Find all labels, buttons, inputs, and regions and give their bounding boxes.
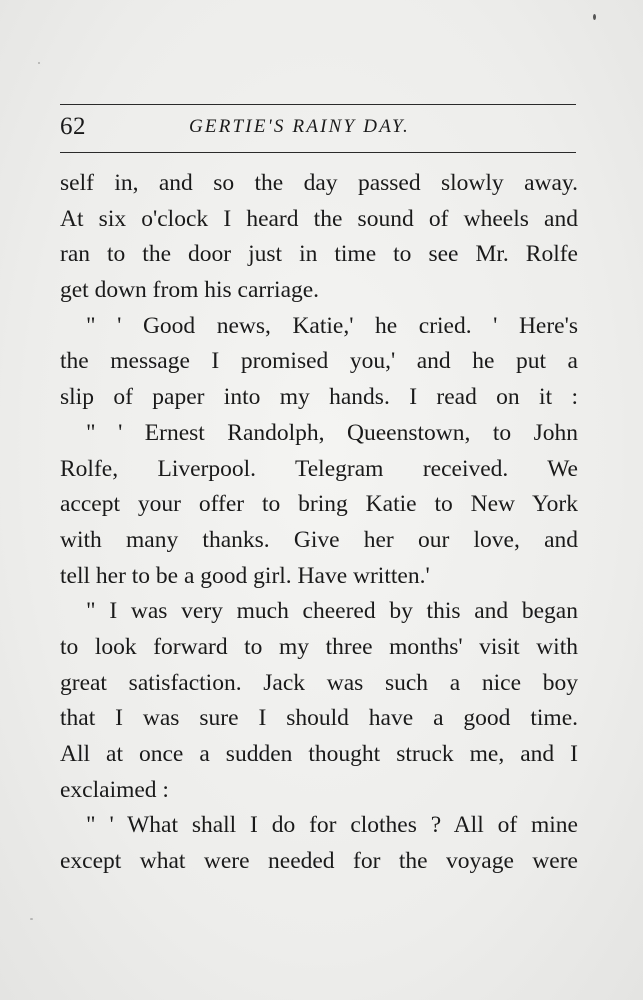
text-line: to look forward to my three months' visit with — [60, 633, 578, 660]
text-line: accept your offer to bring Katie to New York — [60, 491, 578, 518]
text-line: " ' Ernest Randolph, Queenstown, to John — [86, 419, 578, 446]
text-line: " I was very much cheered by this and began — [86, 598, 578, 625]
paper-speck — [30, 918, 33, 920]
running-title: GERTIE'S RAINY DAY. — [189, 116, 410, 137]
text-line: with many thanks. Give her our love, and — [60, 526, 578, 553]
header-bottom-rule — [60, 152, 576, 153]
text-line: ran to the door just in time to see Mr. Rolfe — [60, 241, 578, 268]
text-line: that I was sure I should have a good time. — [60, 705, 578, 732]
running-head — [60, 113, 576, 147]
text-line: Rolfe, Liverpool. Telegram received. We — [60, 455, 578, 482]
paper-speck — [38, 62, 40, 64]
text-line: All at once a sudden thought struck me, and I — [60, 741, 578, 767]
text-line: exclaimed : — [60, 776, 169, 803]
text-line: except what were needed for the voyage were — [60, 848, 578, 875]
header-top-rule — [60, 104, 576, 105]
text-line: tell her to be a good girl. Have written.' — [60, 562, 430, 589]
body-text — [60, 166, 578, 880]
text-line: the message I promised you,' and he put a — [60, 348, 578, 375]
paper-speck — [593, 14, 596, 20]
text-line: At six o'clock I heard the sound of wheels and — [60, 205, 578, 232]
text-line: great satisfaction. Jack was such a nice boy — [60, 669, 578, 696]
page-number: 62 — [60, 113, 86, 140]
text-line: " ' What shall I do for clothes ? All of mine — [86, 812, 578, 839]
text-line: get down from his carriage. — [60, 277, 320, 304]
text-line: " ' Good news, Katie,' he cried. ' Here's — [86, 312, 578, 339]
text-line: slip of paper into my hands. I read on it : — [60, 384, 578, 411]
text-line: self in, and so the day passed slowly away. — [60, 170, 578, 196]
